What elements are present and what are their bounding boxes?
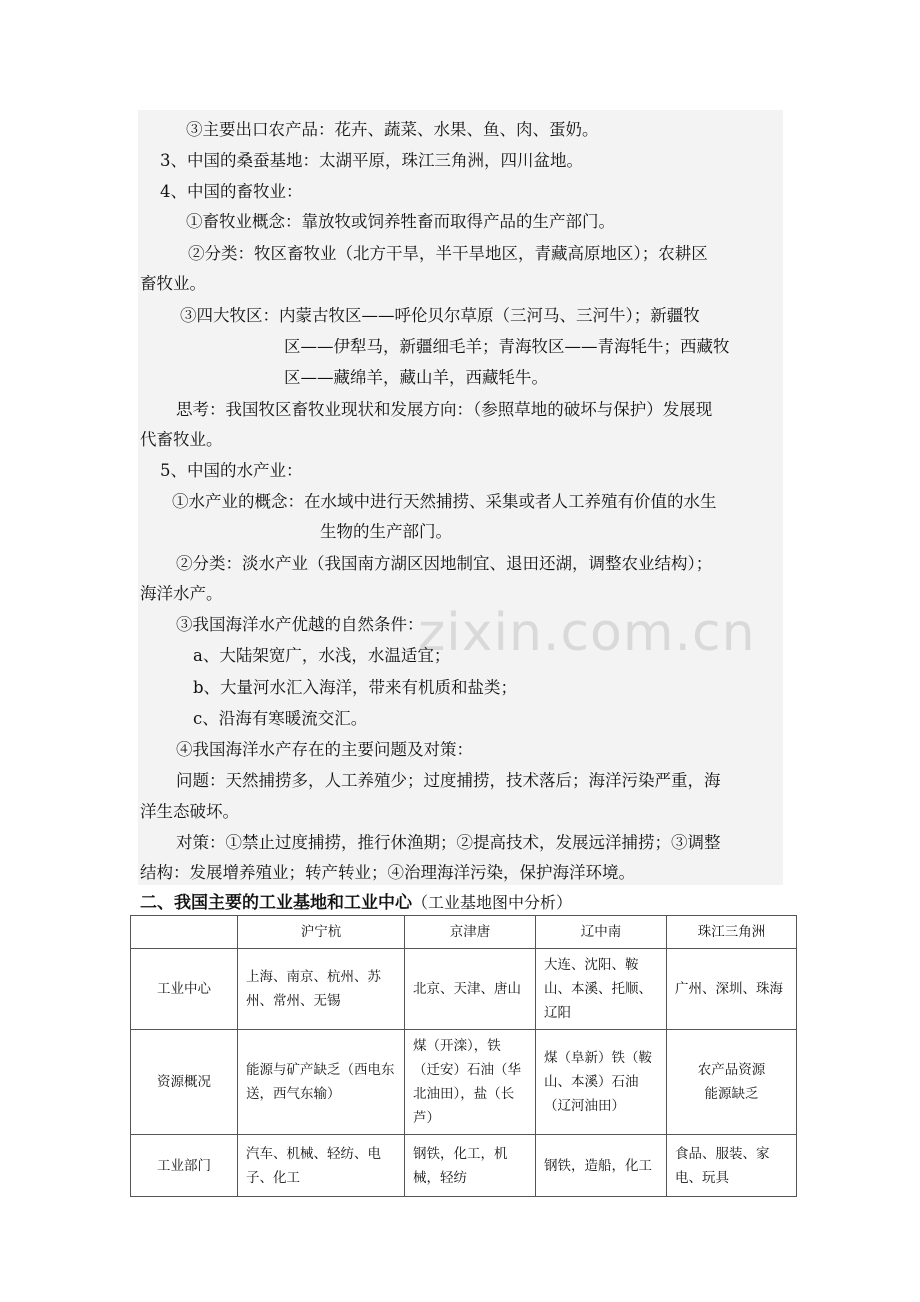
table-cell: 北京、天津、唐山 xyxy=(405,949,536,1030)
text-line: 区——伊犁马，新疆细毛羊；青海牧区——青海牦牛；西藏牧 xyxy=(284,337,730,356)
text-line: 问题：天然捕捞多，人工养殖少；过度捕捞，技术落后；海洋污染严重，海 xyxy=(176,771,721,790)
table-cell: 汽车、机械、轻纺、电子、化工 xyxy=(238,1135,405,1197)
section-heading-title: 二、我国主要的工业基地和工业中心 xyxy=(140,893,412,913)
text-line: ④我国海洋水产存在的主要问题及对策： xyxy=(176,740,473,759)
text-line: 生物的生产部门。 xyxy=(320,522,452,541)
section-heading xyxy=(140,892,572,914)
table-cell: 钢铁，造船，化工 xyxy=(536,1135,667,1197)
industrial-base-table xyxy=(130,915,797,1197)
text-line: b、大量河水汇入海洋，带来有机质和盐类； xyxy=(193,678,518,697)
row-label: 工业部门 xyxy=(131,1135,238,1197)
text-line: ③四大牧区：内蒙古牧区——呼伦贝尔草原（三河马、三河牛）；新疆牧 xyxy=(180,306,700,325)
cell-line: 能源缺乏 xyxy=(704,1086,759,1102)
table-cell: 广州、深圳、珠海 xyxy=(667,949,797,1030)
table-cell xyxy=(667,1030,797,1135)
watermark: zixin.com.cn xyxy=(418,603,756,663)
text-line: 畜牧业。 xyxy=(140,274,206,293)
text-line: c、沿海有寒暖流交汇。 xyxy=(193,709,368,728)
text-line: 结构：发展增养殖业；转产转业；④治理海洋污染，保护海洋环境。 xyxy=(140,863,635,882)
text-line: ③我国海洋水产优越的自然条件： xyxy=(176,615,424,634)
text-line: ③主要出口农产品：花卉、蔬菜、水果、鱼、肉、蛋奶。 xyxy=(186,120,599,139)
table-cell: 食品、服装、家电、玩具 xyxy=(667,1135,797,1197)
text-line: 代畜牧业。 xyxy=(140,430,223,449)
table-row xyxy=(131,1030,797,1135)
text-line: 3、中国的桑蚕基地：太湖平原，珠江三角洲，四川盆地。 xyxy=(160,151,583,170)
table-header-cell: 沪宁杭 xyxy=(238,916,405,949)
table-header-cell: 辽中南 xyxy=(536,916,667,949)
text-line: 思考：我国牧区畜牧业现状和发展方向：（参照草地的破坏与保护）发展现 xyxy=(176,400,713,419)
row-label: 工业中心 xyxy=(131,949,238,1030)
table-header-cell: 京津唐 xyxy=(405,916,536,949)
table-cell: 煤（开滦），铁（迁安）石油（华北油田），盐（长芦） xyxy=(405,1030,536,1135)
table-header-cell: 珠江三角洲 xyxy=(667,916,797,949)
table-row xyxy=(131,1135,797,1197)
row-label: 资源概况 xyxy=(131,1030,238,1135)
cell-line: 农产品资源 xyxy=(697,1062,766,1078)
table-header-cell xyxy=(131,916,238,949)
table-cell: 煤（阜新）铁（鞍山、本溪）石油（辽河油田） xyxy=(536,1030,667,1135)
text-line: ①水产业的概念：在水域中进行天然捕捞、采集或者人工养殖有价值的水生 xyxy=(172,492,717,511)
text-line: ②分类：牧区畜牧业（北方干旱，半干旱地区，青藏高原地区）；农耕区 xyxy=(188,244,708,263)
text-line: 5、中国的水产业： xyxy=(160,461,303,480)
text-line: ①畜牧业概念：靠放牧或饲养牲畜而取得产品的生产部门。 xyxy=(186,212,615,231)
text-line: ②分类：淡水产业（我国南方湖区因地制宜、退田还湖，调整农业结构）； xyxy=(176,554,713,573)
table-header-row xyxy=(131,916,797,949)
section-heading-note: （工业基地图中分析） xyxy=(412,893,573,912)
table-cell: 能源与矿产缺乏（西电东送，西气东输） xyxy=(238,1030,405,1135)
table-cell: 上海、南京、杭州、苏州、常州、无锡 xyxy=(238,949,405,1030)
table-cell: 钢铁，化工，机械，轻纺 xyxy=(405,1135,536,1197)
table-cell: 大连、沈阳、鞍山、本溪、托顺、辽阳 xyxy=(536,949,667,1030)
text-line: 4、中国的畜牧业： xyxy=(160,182,303,201)
text-line: 洋生态破坏。 xyxy=(140,802,239,821)
text-line: 对策：①禁止过度捕捞，推行休渔期；②提高技术，发展远洋捕捞；③调整 xyxy=(176,833,721,852)
table-row xyxy=(131,949,797,1030)
text-line: 海洋水产。 xyxy=(140,584,223,603)
text-line: 区——藏绵羊，藏山羊，西藏牦牛。 xyxy=(284,368,548,387)
text-line: a、大陆架宽广，水浅，水温适宜； xyxy=(193,646,451,665)
